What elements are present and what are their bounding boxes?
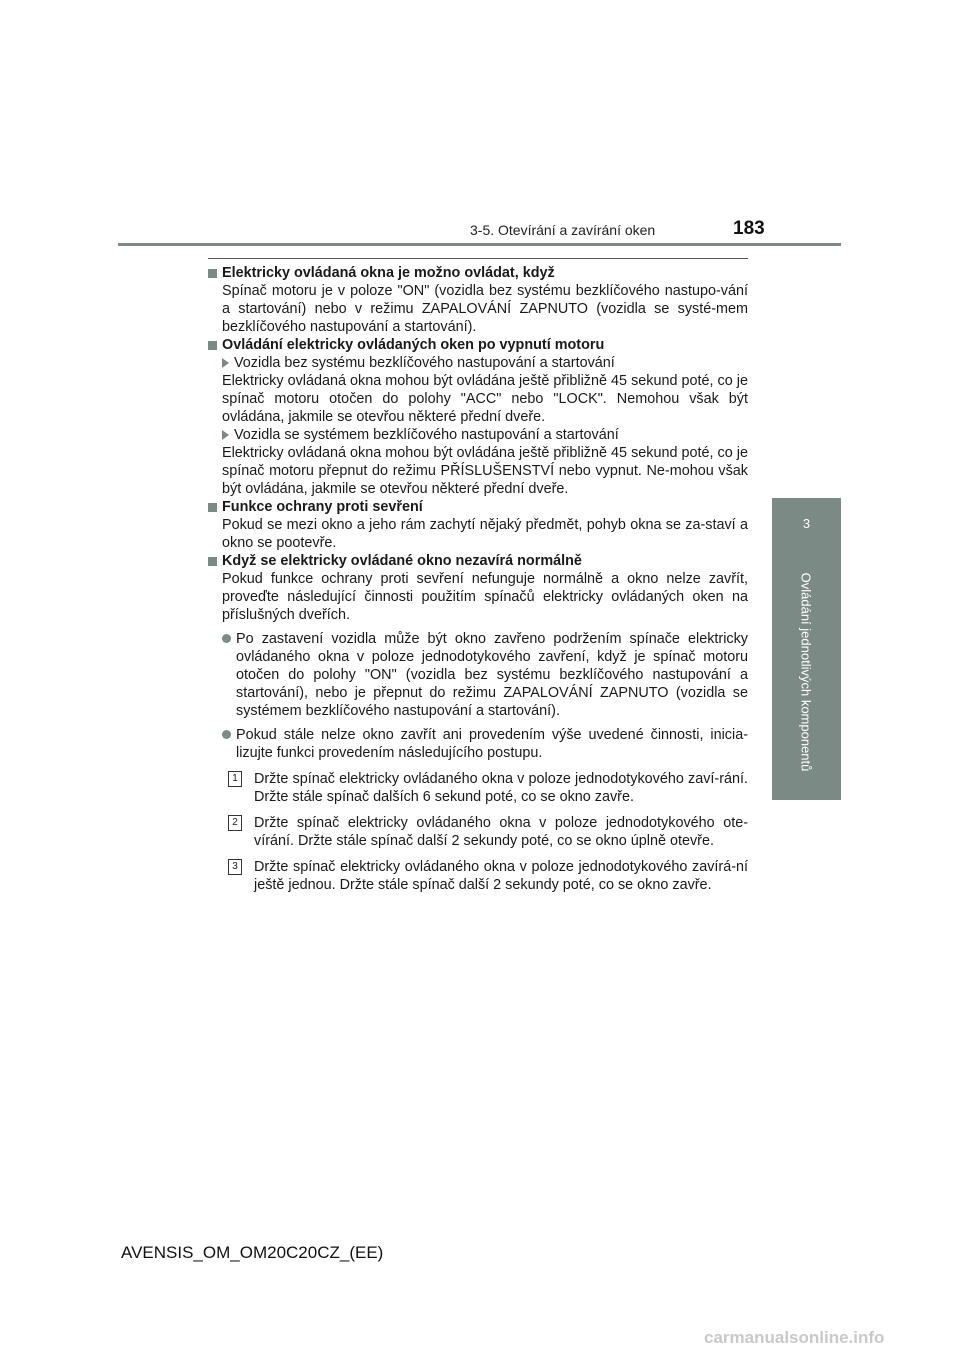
chapter-tab [772,498,841,557]
section-body: Spínač motoru je v poloze "ON" (vozidla bez systému bezklíčového nastupo-vání a startování) nebo v režimu ZAPALOVÁNÍ ZAPNUTO (vozidla se systé-mem bezklíčového nastupování a startování). [222,283,748,335]
step-item: 3 Držte spínač elektricky ovládaného okna v poloze jednodotykového zavírá-ní ještě jednou. Držte stále spínač další 2 sekundy poté, co se okno zavře. [208,858,748,894]
square-bullet-icon [208,503,217,512]
triangle-arrow-icon [222,358,229,368]
circle-bullet-icon [222,634,231,643]
section-body: Elektricky ovládaná okna mohou být ovládána ještě přibližně 45 sekund poté, co je spínač motoru otočen do polohy "ACC" nebo "LOCK". Nemohou však být ovládána, jakmile se otevřou některé přední dveře. [222,373,748,425]
section-heading: Elektricky ovládaná okna je možno ovládat, když [208,264,748,282]
content-divider [208,258,748,259]
chapter-label: Ovládání jednotlivých komponentů [798,572,814,772]
document-code: AVENSIS_OM_OM20C20CZ_(EE) [121,1243,384,1262]
section-title: 3-5. Otevírání a zavírání oken [470,222,656,238]
page-number: 183 [733,218,765,239]
section-body: Pokud funkce ochrany proti sevření nefunguje normálně a okno nelze zavřít, proveďte následující činnosti použitím spínačů elektricky ovládaných oken na příslušných dveřích. [222,571,748,623]
square-bullet-icon [208,341,217,350]
content [208,264,748,894]
step-number: 3 [228,859,242,875]
subheading: Vozidla bez systému bezklíčového nastupování a startování [208,354,748,372]
header-divider [118,243,841,246]
step-item: 1 Držte spínač elektricky ovládaného okna v poloze jednodotykového zaví-rání. Držte stále spínač dalších 6 sekund poté, co se okno zavře. [208,770,748,806]
section-heading: Když se elektricky ovládané okno nezavírá normálně [208,552,748,570]
section-body: Pokud se mezi okno a jeho rám zachytí nějaký předmět, pohyb okna se za-staví a okno se pootevře. [222,517,748,551]
section-heading: Ovládání elektricky ovládaných oken po vypnutí motoru [208,336,748,354]
bullet-item: Pokud stále nelze okno zavřít ani provedením výše uvedené činnosti, inicia-lizujte funkci provedením následujícího postupu. [208,726,748,762]
square-bullet-icon [208,557,217,566]
circle-bullet-icon [222,730,231,739]
bullet-item: Po zastavení vozidla může být okno zavřeno podržením spínače elektricky ovládaného okna v poloze jednodotykového zavření, když je spínač motoru otočen do polohy "ON" (vozidla bez systému bezklíčového nastupování a startování), nebo je přepnut do režimu ZAPALOVÁNÍ ZAPNUTO (vozidla se systémem bezklíčového nastupování a startování). [208,630,748,720]
square-bullet-icon [208,269,217,278]
section-heading: Funkce ochrany proti sevření [208,498,748,516]
step-number: 2 [228,815,242,831]
chapter-number: 3 [802,516,811,531]
step-item: 2 Držte spínač elektricky ovládaného okna v poloze jednodotykového ote-vírání. Držte stále spínač další 2 sekundy poté, co se okno úplně otevře. [208,814,748,850]
step-number: 1 [228,771,242,787]
section-body: Elektricky ovládaná okna mohou být ovládána ještě přibližně 45 sekund poté, co je spínač motoru přepnut do režimu PŘÍSLUŠENSTVÍ nebo vypnut. Ne-mohou však být ovládána, jakmile se otevřou některé přední dveře. [222,445,748,497]
watermark: carmanualsonline.info [704,1328,885,1347]
triangle-arrow-icon [222,430,229,440]
subheading: Vozidla se systémem bezklíčového nastupování a startování [208,426,748,444]
